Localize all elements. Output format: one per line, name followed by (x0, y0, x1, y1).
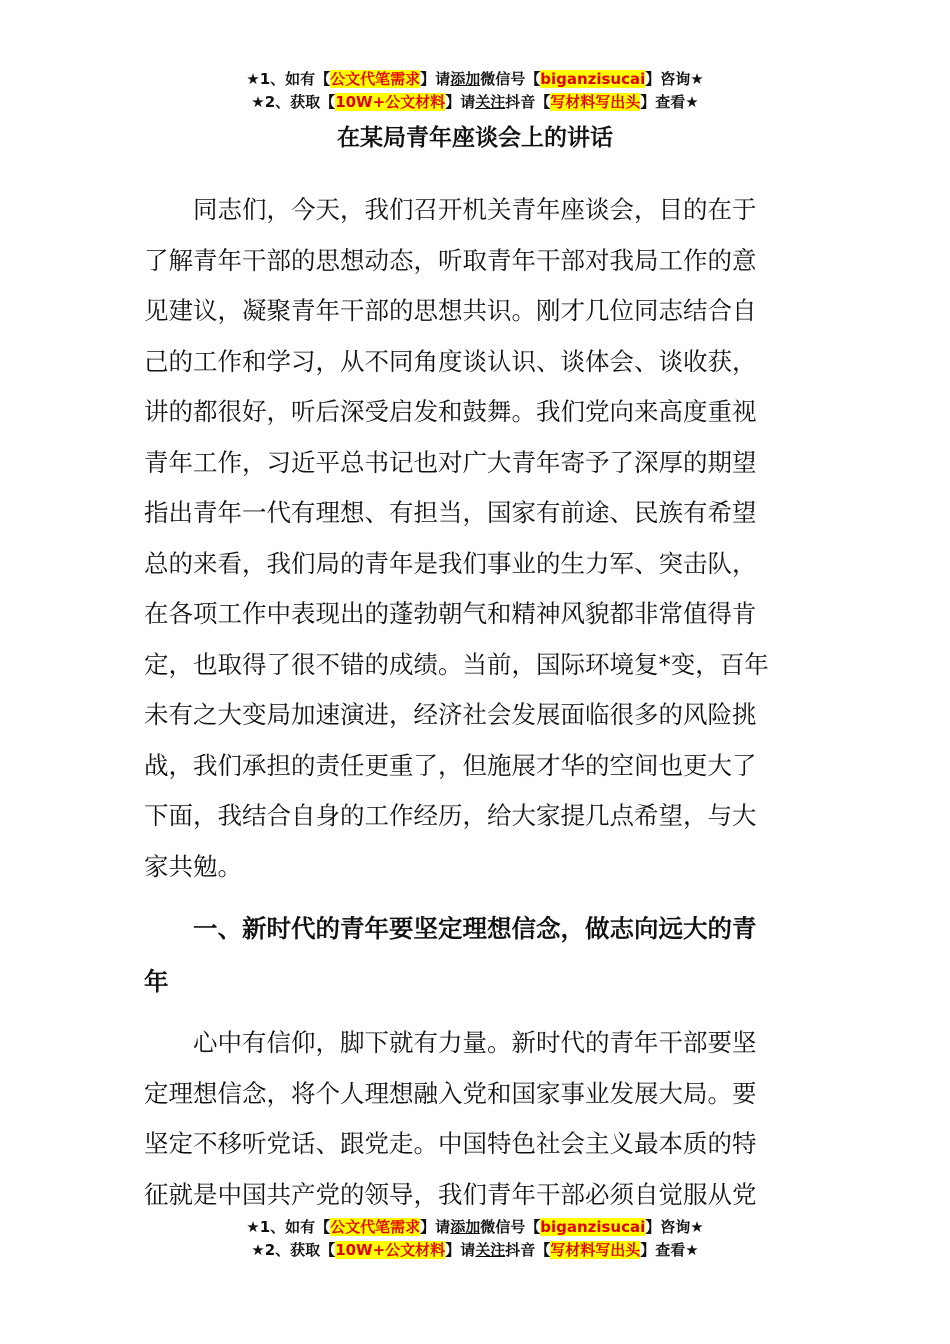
text-line: 在各项工作中表现出的蓬勃朝气和精神风貌都非常值得肯 (144, 599, 757, 628)
promo-text: 】咨询★ (645, 1218, 704, 1236)
text-line: 定理想信念，将个人理想融入党和国家事业发展大局。要 (144, 1078, 757, 1108)
promo-text: 】请 (420, 70, 451, 88)
promo-underlined: 关注 (475, 93, 506, 111)
promo-text: ★2、获取【 (251, 93, 336, 111)
promo-text: 微信号【 (480, 1218, 541, 1236)
text-line: 见建议，凝聚青年干部的思想共识。刚才几位同志结合自 (144, 296, 757, 325)
promo-highlight: 公文代笔需求 (330, 70, 421, 88)
promo-line-1 (0, 1216, 950, 1239)
promo-line-2 (0, 1239, 950, 1262)
text-line: 同志们，今天，我们召开机关青年座谈会，目的在于 (193, 195, 757, 224)
text-line: 下面，我结合自身的工作经历，给大家提几点希望，与大 (144, 801, 757, 830)
promo-text: 】查看★ (640, 93, 699, 111)
promo-line-1 (0, 68, 950, 91)
text-line: 坚定不移听党话、跟党走。中国特色社会主义最本质的特 (144, 1129, 757, 1158)
promo-highlight-wechat-id: biganzisucai (540, 1218, 646, 1236)
heading-line: 年 (144, 967, 169, 996)
text-line: 指出青年一代有理想、有担当，国家有前途、民族有希望 (144, 498, 757, 527)
promo-line-2 (0, 91, 950, 114)
promo-text: ★1、如有【 (246, 1218, 331, 1236)
text-line: 征就是中国共产党的领导，我们青年干部必须自觉服从党 (144, 1179, 757, 1209)
paragraph-section-1 (144, 1018, 808, 1220)
top-promo-banner (0, 68, 950, 114)
text-line: 战，我们承担的责任更重了，但施展才华的空间也更大了 (144, 750, 757, 780)
promo-text: 抖音【 (505, 93, 551, 111)
promo-text: 】查看★ (640, 1241, 699, 1259)
text-line: 己的工作和学习，从不同角度谈认识、谈体会、谈收获， (144, 346, 757, 376)
promo-underlined: 关注 (475, 1241, 506, 1259)
promo-highlight: 10W+公文材料 (335, 1241, 446, 1259)
promo-text: 】请 (420, 1218, 451, 1236)
bottom-promo-banner (0, 1216, 950, 1262)
promo-highlight: 10W+公文材料 (335, 93, 446, 111)
text-line: 未有之大变局加速演进，经济社会发展面临很多的风险挑 (144, 700, 757, 729)
promo-text: ★2、获取【 (251, 1241, 336, 1259)
promo-underlined: 添加 (450, 1218, 481, 1236)
text-line: 定，也取得了很不错的成绩。当前，国际环境复*变，百年 (144, 649, 769, 679)
promo-highlight-douyin: 写材料写出头 (550, 1241, 641, 1259)
promo-highlight-wechat-id: biganzisucai (540, 70, 646, 88)
text-line: 心中有信仰，脚下就有力量。新时代的青年干部要坚 (193, 1028, 757, 1057)
text-line: 总的来看，我们局的青年是我们事业的生力军、突击队， (144, 548, 757, 578)
text-line: 家共勉。 (144, 851, 242, 881)
text-line: 青年工作，习近平总书记也对广大青年寄予了深厚的期望 (144, 447, 757, 477)
promo-text: 】请 (445, 93, 476, 111)
text-line: 了解青年干部的思想动态，听取青年干部对我局工作的意 (144, 245, 757, 275)
section-heading-1 (144, 902, 808, 1008)
document-title: 在某局青年座谈会上的讲话 (337, 125, 613, 151)
promo-text: 微信号【 (480, 70, 541, 88)
promo-text: 】咨询★ (645, 70, 704, 88)
heading-line: 一、新时代的青年要坚定理想信念，做志向远大的青 (193, 914, 757, 943)
promo-text: ★1、如有【 (246, 70, 331, 88)
paragraph-intro (144, 185, 808, 892)
promo-text: 抖音【 (505, 1241, 551, 1259)
promo-underlined: 添加 (450, 70, 481, 88)
promo-highlight-douyin: 写材料写出头 (550, 93, 641, 111)
text-line: 讲的都很好，听后深受启发和鼓舞。我们党向来高度重视 (144, 397, 757, 426)
promo-highlight: 公文代笔需求 (330, 1218, 421, 1236)
promo-text: 】请 (445, 1241, 476, 1259)
